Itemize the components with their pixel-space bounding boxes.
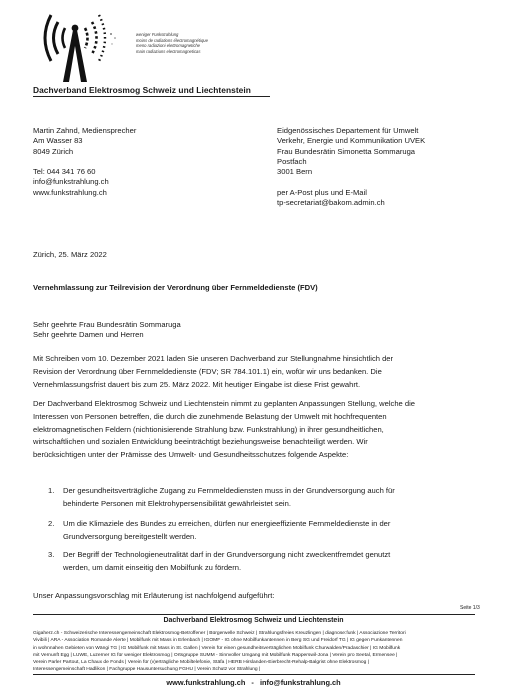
list-number: 2. xyxy=(48,519,55,528)
tagline-line: meno radiazioni elettromagnetiche xyxy=(136,43,201,49)
spacer xyxy=(33,157,136,167)
members-line: Vivibili | ARA - Association Romande Alerte | Mobilfunk mit Mass in Erlenbach | IGOMF - IG ohne Mobilfunkantennen in Berg SG und Freidorf TG | IG gegen Funkantennen xyxy=(33,638,403,644)
logo-tagline xyxy=(136,32,208,54)
sender-street: Am Wasser 83 xyxy=(33,136,83,146)
closing-line: Unser Anpassungsvorschlag mit Erläuterung ist nachfolgend aufgeführt: xyxy=(33,591,275,600)
list-number: 1. xyxy=(48,486,55,495)
letter-subject: Vernehmlassung zur Teilrevision der Verordnung über Fernmeldedienste (FDV) xyxy=(33,283,318,292)
footer-separator: - xyxy=(251,678,254,687)
list-text xyxy=(63,485,395,511)
paragraph-line: Der Dachverband Elektrosmog Schweiz und Liechtenstein nimmt zu geplanten Anpassungen Stellung, welche die xyxy=(33,399,416,408)
member-organizations xyxy=(33,630,475,674)
paragraph-line: Mit Schreiben vom 10. Dezember 2021 laden Sie unseren Dachverband zur Stellungnahme hinsichtlich der xyxy=(33,354,394,363)
list-text xyxy=(63,518,390,544)
recipient-line: Eidgenössisches Departement für Umwelt xyxy=(277,126,419,135)
recipient-line: Frau Bundesrätin Simonetta Sommaruga xyxy=(277,146,416,156)
sender-phone: Tel: 044 341 76 60 xyxy=(33,167,96,177)
paragraph-line: Interessen von Personen betreffen, die durch die zunehmende Belastung der Umwelt mit hochfrequenten xyxy=(33,411,387,421)
list-line: Grundversorgung bereitgestellt werden. xyxy=(63,531,197,541)
tagline-line: main radiaziuns electromagneticas xyxy=(136,48,201,54)
sender-city: 8049 Zürich xyxy=(33,146,74,156)
paragraph-line: Revision der Verordnung über Fernmeldedienste (FDV; SR 784.101.1) ein, wofür wir uns bedanken. Die xyxy=(33,366,382,376)
header-divider xyxy=(33,96,270,97)
recipient-email[interactable]: tp-secretariat@bakom.admin.ch xyxy=(277,198,385,208)
letter-date: Zürich, 25. März 2022 xyxy=(33,250,107,259)
list-line: Der Begriff der Technologieneutralität darf in der Grundversorgung nicht zweckentfremdet genutzt xyxy=(63,550,391,559)
recipient-line: Postfach xyxy=(277,156,307,166)
members-line: Verein Parler Partout, La Chaux de Fonds | Verein für (v)erträgliche Mobiltelefonie, Stäfa | HERB Hirslanden-Eierbrecht-Rehalp-Balgrist ohne Elektrosmog | xyxy=(33,660,369,666)
list-line: behinderte Personen mit Elektrohypersensibilität gewährleistet sein. xyxy=(63,498,291,508)
paragraph-intro xyxy=(33,353,479,391)
list-line: werden, um damit einseitig den Mobilfunk zu fördern. xyxy=(63,562,242,572)
org-name: Dachverband Elektrosmog Schweiz und Liechtenstein xyxy=(33,85,251,95)
tagline-line: moins de radiations électromagnétique xyxy=(136,37,208,43)
paragraph-line: berücksichtigen unter der Prämisse des Umwelt- und Gesundheitsschutzes folgende Aspekte: xyxy=(33,450,349,460)
salutation xyxy=(33,320,181,341)
footer-website-link[interactable]: www.funkstrahlung.ch xyxy=(166,678,246,687)
sender-email[interactable]: info@funkstrahlung.ch xyxy=(33,177,109,187)
salutation-line: Sehr geehrte Frau Bundesrätin Sommaruga xyxy=(33,320,181,329)
recipient-line: Verkehr, Energie und Kommunikation UVEK xyxy=(277,136,426,146)
salutation-line: Sehr geehrte Damen und Herren xyxy=(33,330,144,340)
footer-title: Dachverband Elektrosmog Schweiz und Liechtenstein xyxy=(163,617,344,624)
delivery-method: per A-Post plus und E-Mail xyxy=(277,187,367,197)
sender-address xyxy=(33,126,136,198)
footer-divider-bottom xyxy=(33,674,475,675)
list-line: Um die Klimaziele des Bundes zu erreichen, dürfen nur energieeffiziente Fernmeldedienste in der xyxy=(63,519,391,528)
funkstrahlung-logo xyxy=(33,6,133,84)
members-line: mit Vernunft Egg | LUWE, Luzerner IG für weniger Elektrosmog | Ortsgruppe SUMM - Sinnvoller Umgang mit Mobilfunk Rapperswil-Jona | Verein pro Seetal, Ermensee | xyxy=(33,652,398,658)
footer-email-link[interactable]: info@funkstrahlung.ch xyxy=(259,678,341,687)
tagline-line: weniger Funkstrahlung xyxy=(136,32,179,37)
paragraph-line: Vernehmlassungsfrist dauert bis zum 25. März 2022. Mit heutiger Eingabe ist diese Frist gewahrt. xyxy=(33,379,361,389)
list-number: 3. xyxy=(48,550,55,559)
list-line: Der gesundheitsverträgliche Zugang zu Fernmeldediensten muss in der Grundversorgung auch für xyxy=(63,486,395,495)
members-line: Interessengemeinschaft Hadlikon | Fachgruppe Hausuntersuchung FGHU | Verein Schutz vor Strahlung | xyxy=(33,667,261,673)
paragraph-position xyxy=(33,398,479,462)
list-text xyxy=(63,549,390,575)
page-number: Seite 1/3 xyxy=(460,605,480,611)
paragraph-line: wirtschaftlichen und sozialen Entwicklung beeinträchtigt beziehungsweise benachteiligt werden. Wir xyxy=(33,437,368,447)
members-line: Gigaherz.ch - Schweizerische Interessengemeinschaft Elektrosmog-Betroffener | Bürgerwelle Schweiz | Strahlungsfreies Kreuzlingen | diagnose:funk | Associazione Territori xyxy=(33,631,406,636)
recipient-line: 3001 Bern xyxy=(277,167,313,177)
sender-name: Martin Zahnd, Mediensprecher xyxy=(33,126,137,135)
paragraph-line: elektromagnetischen Feldern (nichtionisierende Strahlung bzw. Funkstrahlung) in ihrer gesundheitlichen, xyxy=(33,424,384,434)
sender-website[interactable]: www.funkstrahlung.ch xyxy=(33,187,107,197)
footer-divider xyxy=(33,614,475,615)
recipient-address xyxy=(277,126,425,208)
spacer xyxy=(277,177,425,187)
footer-contact xyxy=(0,678,507,687)
members-line: in wohnnahen Gebieten von Wängi TG | IG Mobilfunk mit Mass in St. Gallen | Verein für einen gesundheitsverträglichen Mobilfunk Churwalden/Pradaschier | IG Mobilfunk xyxy=(33,645,401,651)
